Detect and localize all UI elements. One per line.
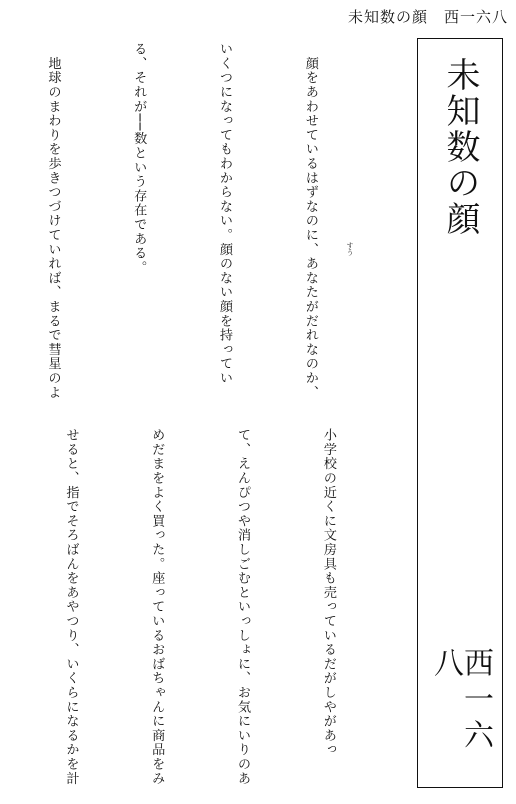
title-box <box>417 38 503 788</box>
story-title: 未知数の顔 <box>440 57 480 237</box>
running-head <box>348 8 508 26</box>
text-column: せると、指でそろばんをあやつり、いくらになるかを計 <box>63 428 79 786</box>
running-head-title: 未知数の顔 <box>347 8 428 26</box>
text-column: めだまをよく買った。座っているおばちゃんに商品をみ <box>149 428 165 786</box>
text-column: 顔をあわせているはずなのに、あなたがだれなのか、 <box>302 42 318 400</box>
body-text-bottom <box>63 428 399 788</box>
text-column: る、それが──数という存在である。 <box>131 42 147 275</box>
text-column: いくつになってもわからない。顔のない顔を持ってい <box>217 42 233 386</box>
story-number: 西一六八 <box>428 647 493 755</box>
text-column: 小学校の近くに文房具も売っているだがしやがあっ <box>320 428 336 757</box>
ruby-annotation: すう <box>346 242 354 256</box>
text-column: て、えんぴつや消しごむといっしょに、お気にいりのあ <box>235 428 251 786</box>
text-column: 地球のまわりを歩きつづけていれば、まるで彗星のよ <box>45 42 61 400</box>
running-head-number: 西一六八 <box>443 8 508 26</box>
body-text-top <box>31 42 381 400</box>
